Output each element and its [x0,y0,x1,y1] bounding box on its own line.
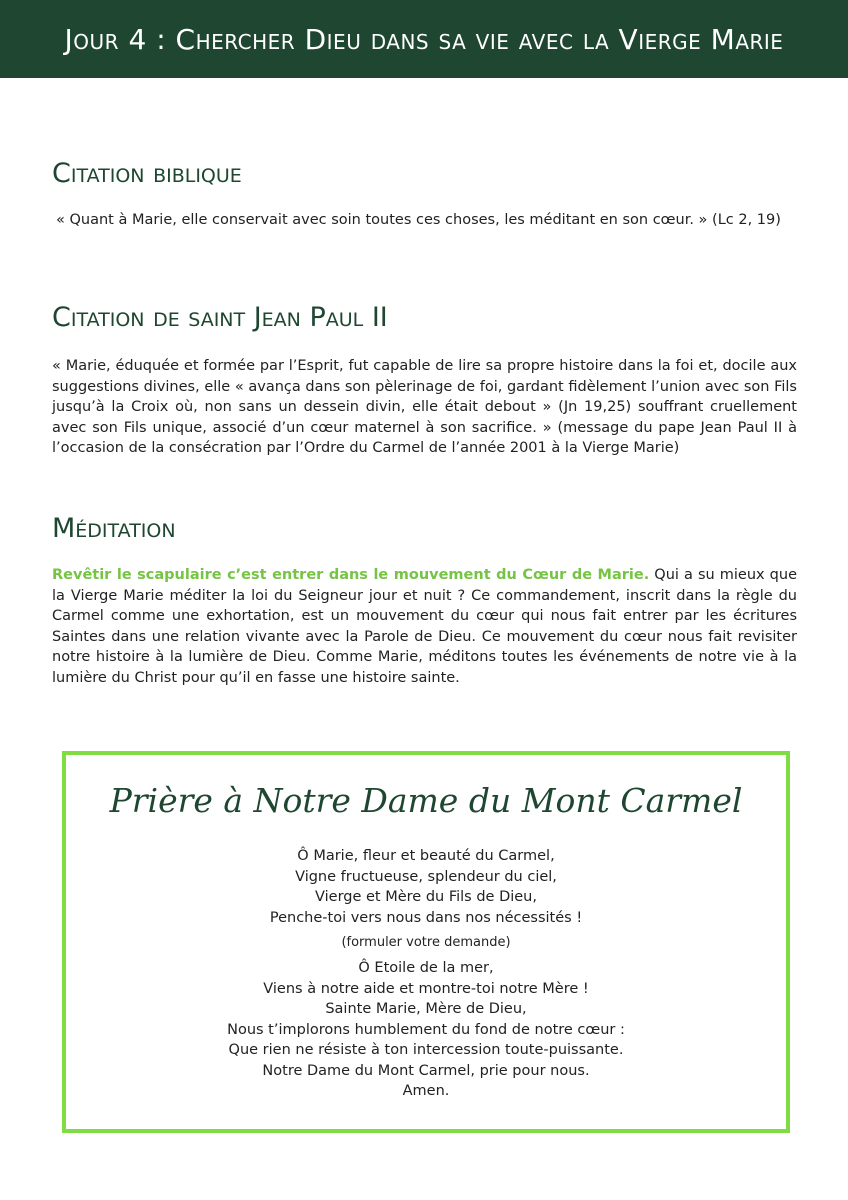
prayer-line: Que rien ne résiste à ton intercession toute-puissante. [228,1042,624,1058]
meditation-highlight: Revêtir le scapulaire c’est entrer dans le mouvement du Cœur de Marie. [52,567,650,583]
prayer-line: Ô Marie, fleur et beauté du Carmel, [297,848,555,864]
prayer-line: Sainte Marie, Mère de Dieu, [325,1001,527,1017]
header-title: Jour 4 : Chercher Dieu dans sa vie avec la Vierge Marie [64,22,784,56]
prayer-note: (formuler votre demande) [341,935,511,950]
meditation-text [52,565,797,688]
jpii-quote: « Marie, éduquée et formée par l’Esprit, fut capable de lire sa propre histoire dans la foi et, docile aux suggestions divines, elle « avança dans son pèlerinage de foi, gardant fidèlement l’union avec son Fils jusqu’à la Croix où, non sans un dessein divin, elle était debout » (Jn 19,25) souffrant cruellement avec son Fils unique, associé d’un cœur maternel à son sacrifice. » (message du pape Jean Paul II à l’occasion de la consécration par l’Ordre du Carmel de l’année 2001 à la Vierge Marie) [52,358,797,456]
section-title-biblical: Citation biblique [52,158,242,189]
prayer-line: Vigne fructueuse, splendeur du ciel, [295,868,557,885]
prayer-text [66,846,786,1102]
prayer-line: Vierge et Mère du Fils de Dieu, [315,889,537,905]
prayer-line: Viens à notre aide et montre-toi notre Mère ! [263,980,589,997]
page-header [0,0,848,78]
meditation-body: Qui a su mieux que la Vierge Marie méditer la loi du Seigneur jour et nuit ? Ce commandement, inscrit dans la règle du Carmel comme une exhortation, est un mouvement du cœur qui nous fait entrer par les écritures Saintes dans une relation vivante avec la Parole de Dieu. Ce mouvement du cœur nous fait revisiter notre histoire à la lumière de Dieu. Comme Marie, méditons toutes les événements de notre vie à la lumière du Christ pour qu’il en fasse une histoire sainte. [52,567,797,686]
prayer-title: Prière à Notre Dame du Mont Carmel [109,781,743,820]
section-title-jpii: Citation de saint Jean Paul II [52,302,388,333]
biblical-quote: « Quant à Marie, elle conservait avec soin toutes ces choses, les méditant en son cœur. » (Lc 2, 19) [56,212,781,228]
section-title-meditation: Méditation [52,513,176,544]
prayer-line: Amen. [402,1083,450,1099]
prayer-line: Penche-toi vers nous dans nos nécessités ! [269,909,583,926]
prayer-line: Notre Dame du Mont Carmel, prie pour nous. [262,1062,590,1079]
prayer-box [62,751,790,1133]
prayer-line: Ô Etoile de la mer, [358,960,494,976]
prayer-line: Nous t’implorons humblement du fond de notre cœur : [227,1021,625,1038]
